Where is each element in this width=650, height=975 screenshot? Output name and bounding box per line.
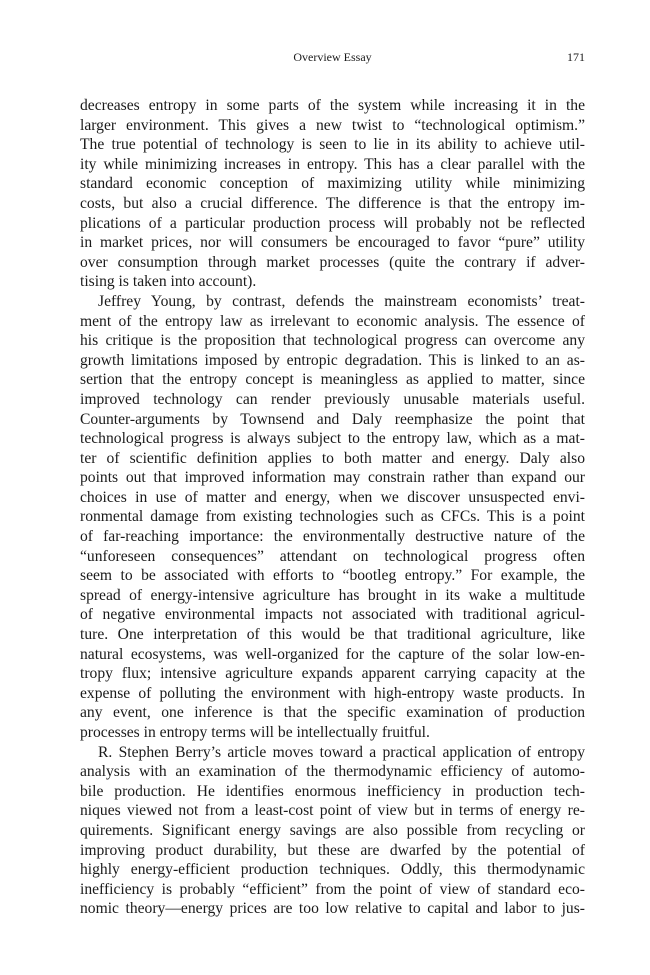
text-line: bile production. He identifies enormous inefficiency in production tech- [80,782,585,800]
page-number: 171 [567,50,585,64]
text-line: Jeffrey Young, by contrast, defends the mainstream economists’ treat- [98,292,585,310]
text-line: decreases entropy in some parts of the system while increasing it in the [80,97,585,114]
text-line: processes in entropy terms will be intellectually fruitful. [80,724,430,741]
text-line: ity while minimizing increases in entropy. This has a clear parallel with the [80,155,585,173]
text-line: “unforeseen consequences” attendant on technological progress often [80,547,585,565]
text-line: R. Stephen Berry’s article moves toward a practical application of entropy [98,743,585,761]
text-line: growth limitations imposed by entropic degradation. This is linked to an as- [80,351,585,369]
text-line: larger environment. This gives a new twist to “technological optimism.” [80,116,585,134]
text-line: standard economic conception of maximizing utility while minimizing [80,175,585,193]
text-line: tising is taken into account). [80,273,257,291]
text-line: choices in use of matter and energy, when we discover unsuspected envi- [80,488,585,506]
body-text [80,96,585,919]
text-line: spread of energy-intensive agriculture has brought in its wake a multitude [80,586,585,604]
text-line: quirements. Significant energy savings are also possible from recycling or [80,821,585,839]
text-line: his critique is the proposition that technological progress can overcome any [80,332,585,350]
text-line: plications of a particular production process will probably not be reflected [80,214,585,232]
text-line: Counter-arguments by Townsend and Daly reemphasize the point that [80,410,585,428]
text-line: costs, but also a crucial difference. The difference is that the entropy im- [80,194,585,212]
text-line: of far-reaching importance: the environmentally destructive nature of the [80,528,585,546]
text-line: tropy flux; intensive agriculture expands apparent carrying capacity at the [80,665,585,683]
text-line: highly energy-efficient production techniques. Oddly, this thermodynamic [80,861,585,879]
text-line: ture. One interpretation of this would be that traditional agriculture, like [80,626,585,644]
text-line: nomic theory—energy prices are too low relative to capital and labor to jus- [80,900,585,918]
text-line: any event, one inference is that the specific examination of production [80,704,585,722]
running-title: Overview Essay [293,50,372,64]
text-line: ter of scientific definition applies to both matter and energy. Daly also [80,449,585,467]
text-line: The true potential of technology is seen to lie in its ability to achieve util- [80,136,585,154]
running-head [80,50,585,70]
text-line: niques viewed not from a least-cost point of view but in terms of energy re- [80,802,585,820]
text-line: natural ecosystems, was well-organized for the capture of the solar low-en- [80,645,585,663]
text-line: points out that improved information may constrain rather than expand our [80,469,585,487]
text-line: ment of the entropy law as irrelevant to economic analysis. The essence of [80,312,585,330]
text-line: of negative environmental impacts not associated with traditional agricul- [80,606,585,624]
text-line: seem to be associated with efforts to “bootleg entropy.” For example, the [80,567,585,585]
text-line: improved technology can render previously unusable materials useful. [80,390,585,408]
text-line: over consumption through market processes (quite the contrary if adver- [80,253,585,271]
text-line: inefficiency is probably “efficient” from the point of view of standard eco- [80,880,585,898]
text-line: improving product durability, but these are dwarfed by the potential of [80,841,585,859]
text-line: sertion that the entropy concept is meaningless as applied to matter, since [80,371,585,389]
text-line: technological progress is always subject to the entropy law, which as a mat- [80,430,585,448]
text-line: in market prices, nor will consumers be encouraged to favor “pure” utility [80,234,585,252]
text-line: expense of polluting the environment with high-entropy waste products. In [80,684,585,702]
text-line: ronmental damage from existing technologies such as CFCs. This is a point [80,508,585,526]
text-line: analysis with an examination of the thermodynamic efficiency of automo- [80,763,585,781]
